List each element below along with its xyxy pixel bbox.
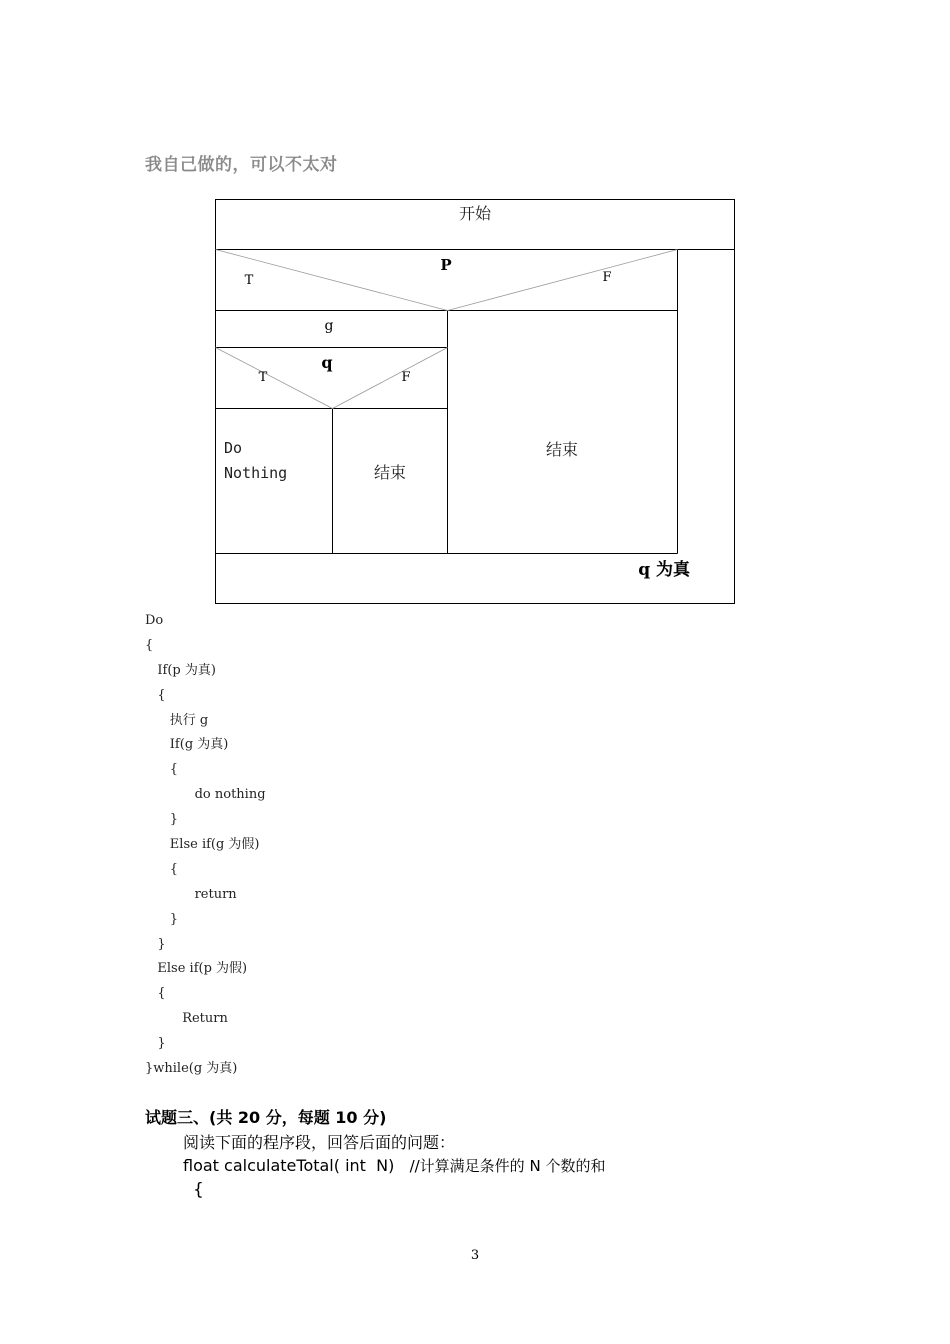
code-line: Else if(p 为假)	[145, 961, 248, 977]
q-diagonal-left	[216, 348, 333, 409]
code-line: }	[145, 812, 179, 828]
code-line: }	[145, 936, 166, 952]
pseudocode-block	[145, 609, 266, 1082]
do-nothing-line2: Nothing	[224, 464, 288, 482]
code-line: {	[145, 986, 166, 1002]
do-nothing-line1: Do	[224, 439, 243, 457]
p-false-label: F	[602, 270, 612, 285]
outer-frame	[216, 200, 735, 604]
author-note: 我自己做的，可以不太对	[145, 155, 338, 175]
code-line: {	[145, 762, 179, 778]
function-comment: //计算满足条件的 N 个数的和	[409, 1157, 606, 1175]
code-line: {	[145, 861, 179, 877]
code-line: Else if(g 为假)	[145, 837, 260, 853]
code-line: {	[145, 687, 166, 703]
code-line: Return	[145, 1011, 228, 1027]
page-number: 3	[470, 1248, 480, 1263]
code-line: }	[145, 911, 179, 927]
q-true-label: T	[258, 370, 268, 385]
p-diagonal-right	[448, 250, 678, 311]
function-declaration: float calculateTotal( int N)	[183, 1156, 410, 1175]
end-right-label: 结束	[545, 440, 579, 459]
code-line: If(p 为真)	[145, 662, 216, 678]
open-brace: {	[193, 1180, 204, 1200]
q-false-label: F	[401, 370, 411, 385]
function-signature	[183, 1155, 605, 1176]
p-condition: P	[440, 256, 452, 274]
code-line: 执行 g	[145, 712, 209, 728]
end-inner-label: 结束	[373, 463, 407, 482]
question-intro: 阅读下面的程序段，回答后面的问题：	[183, 1133, 456, 1152]
code-line: }while(g 为真)	[145, 1061, 238, 1077]
section-heading: 试题三、(共 20 分，每题 10 分)	[145, 1108, 387, 1127]
code-line: return	[145, 886, 237, 902]
code-line: Do	[145, 613, 164, 628]
start-label: 开始	[458, 204, 492, 223]
p-true-label: T	[244, 273, 254, 288]
loop-condition: q 为真	[638, 560, 690, 580]
q-condition: q	[321, 353, 333, 372]
q-diagonal-right	[333, 348, 448, 409]
code-line: If(g 为真)	[145, 737, 229, 753]
code-line: {	[145, 637, 154, 653]
code-line: }	[145, 1036, 166, 1052]
code-line: do nothing	[145, 787, 266, 803]
g-label: g	[324, 318, 334, 334]
